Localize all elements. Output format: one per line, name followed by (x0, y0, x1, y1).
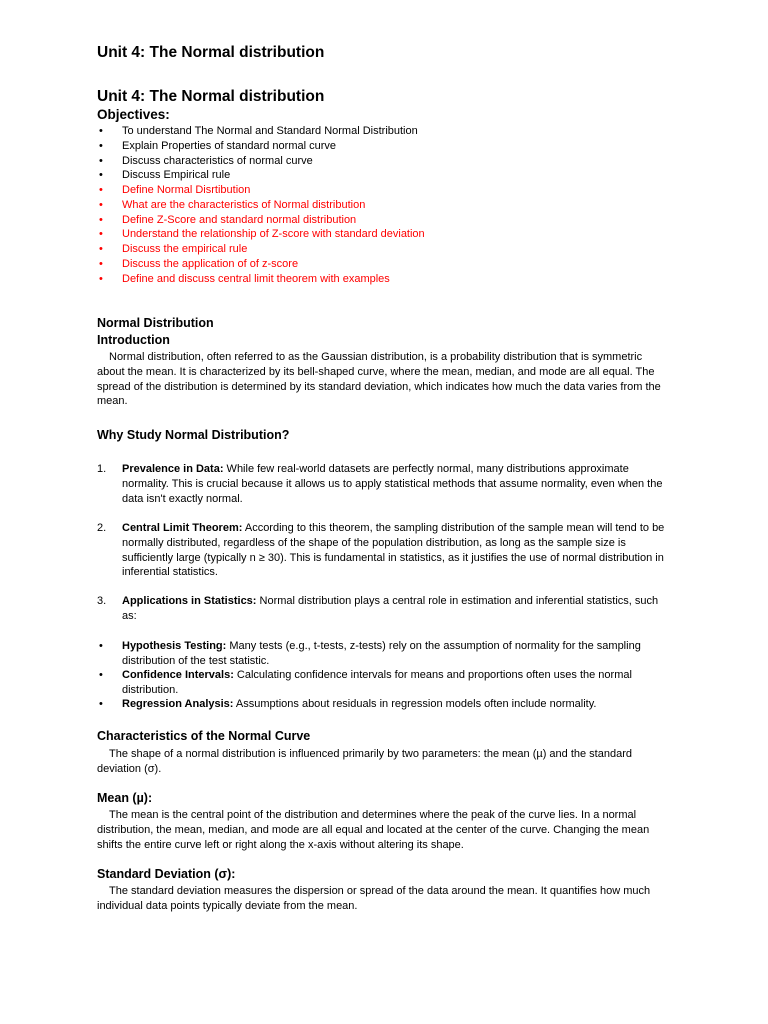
application-label: Hypothesis Testing: (122, 640, 227, 652)
objectives-list (97, 124, 425, 286)
document-title: Unit 4: The Normal distribution (97, 88, 325, 105)
objectives-heading: Objectives: (97, 107, 170, 122)
objective-item (97, 124, 425, 139)
objective-item (97, 198, 425, 213)
reason-number: 3. (97, 595, 107, 607)
reason-label: Prevalence in Data: (122, 463, 224, 475)
objective-text: What are the characteristics of Normal distribution (122, 198, 366, 211)
objective-text: Discuss Empirical rule (122, 169, 231, 182)
application-item (97, 639, 672, 669)
objective-text: Discuss the empirical rule (122, 243, 248, 255)
application-text: Calculating confidence intervals for means and proportions often uses the normal distribution. (122, 669, 632, 696)
objective-text: Define Z-Score and standard normal distribution (122, 213, 357, 226)
application-item (97, 697, 672, 712)
objective-text: Discuss the application of of z-score (122, 257, 299, 270)
objective-text: Discuss characteristics of normal curve (122, 154, 313, 167)
reason-text: Normal distribution plays a central role in estimation and inferential statistics, such as: (122, 595, 659, 622)
sd-heading: Standard Deviation (σ): (97, 867, 236, 881)
reason-number: 1. (97, 463, 107, 475)
intro-paragraph: Normal distribution, often referred to as the Gaussian distribution, is a probability distribution that is symmetric about the mean. It is characterized by its bell-shaped curve, where the mean, median, and mode are all equal. The spread of the distribution is determined by its standard deviation, which indicates how much the data varies from the mean. (97, 351, 661, 408)
section-heading: Normal Distribution (97, 316, 214, 330)
characteristics-heading: Characteristics of the Normal Curve (97, 729, 311, 743)
objective-text: Explain Properties of standard normal curve (122, 139, 336, 152)
reason-label: Applications in Statistics: (122, 595, 257, 607)
objective-text: Understand the relationship of Z-score with standard deviation (122, 228, 425, 241)
objective-text: To understand The Normal and Standard Normal Distribution (122, 125, 418, 137)
reason-text: According to this theorem, the sampling distribution of the sample mean will tend to be normally distributed, regardless of the shape of the population distribution, as long as the sample size is sufficiently large (typically n ≥ 30). This is fundamental in statistics, as it justifies the use of normal distribution in inferential statistics. (122, 522, 665, 579)
reason-item (97, 521, 672, 580)
running-title: Unit 4: The Normal distribution (97, 44, 325, 61)
objective-item (97, 227, 425, 242)
objective-item (97, 139, 425, 154)
objective-item (97, 272, 425, 287)
mean-paragraph: The mean is the central point of the distribution and determines where the peak of the curve lies. In a normal distribution, the mean, median, and mode are all equal and located at the center of the curve. Changing the mean shifts the entire curve left or right along the x-axis without altering its shape. (97, 809, 650, 851)
objective-item (97, 257, 425, 272)
reason-item (97, 594, 672, 624)
application-label: Confidence Intervals: (122, 669, 234, 681)
application-text: Many tests (e.g., t-tests, z-tests) rely on the assumption of normality for the sampling distribution of the test statistic. (122, 640, 641, 667)
bullet-icon: • (99, 698, 103, 710)
application-item (97, 668, 672, 698)
application-label: Regression Analysis: (122, 698, 234, 710)
objective-item (97, 213, 425, 228)
reason-number: 2. (97, 522, 107, 534)
objective-item (97, 183, 425, 198)
why-heading: Why Study Normal Distribution? (97, 428, 290, 442)
objective-text: Define Normal Disrtibution (122, 184, 251, 196)
bullet-icon: • (99, 669, 103, 681)
objective-item (97, 168, 425, 183)
application-text: Assumptions about residuals in regression models often include normality. (233, 698, 597, 710)
characteristics-paragraph: The shape of a normal distribution is influenced primarily by two parameters: the mean (µ) and the standard deviation (σ). (97, 748, 632, 775)
objective-text: Define and discuss central limit theorem with examples (122, 272, 390, 285)
objective-item (97, 154, 425, 169)
mean-heading: Mean (µ): (97, 791, 153, 805)
objective-item (97, 242, 425, 257)
intro-heading: Introduction (97, 333, 170, 347)
bullet-icon: • (99, 640, 103, 652)
reason-text: While few real-world datasets are perfectly normal, many distributions approximate normality. This is crucial because it allows us to apply statistical methods that assume normality, even when the data isn't exactly normal. (122, 463, 663, 505)
sd-paragraph: The standard deviation measures the dispersion or spread of the data around the mean. It quantifies how much individual data points typically deviate from the mean. (97, 885, 651, 912)
reason-item (97, 462, 672, 506)
reason-label: Central Limit Theorem: (122, 522, 243, 534)
